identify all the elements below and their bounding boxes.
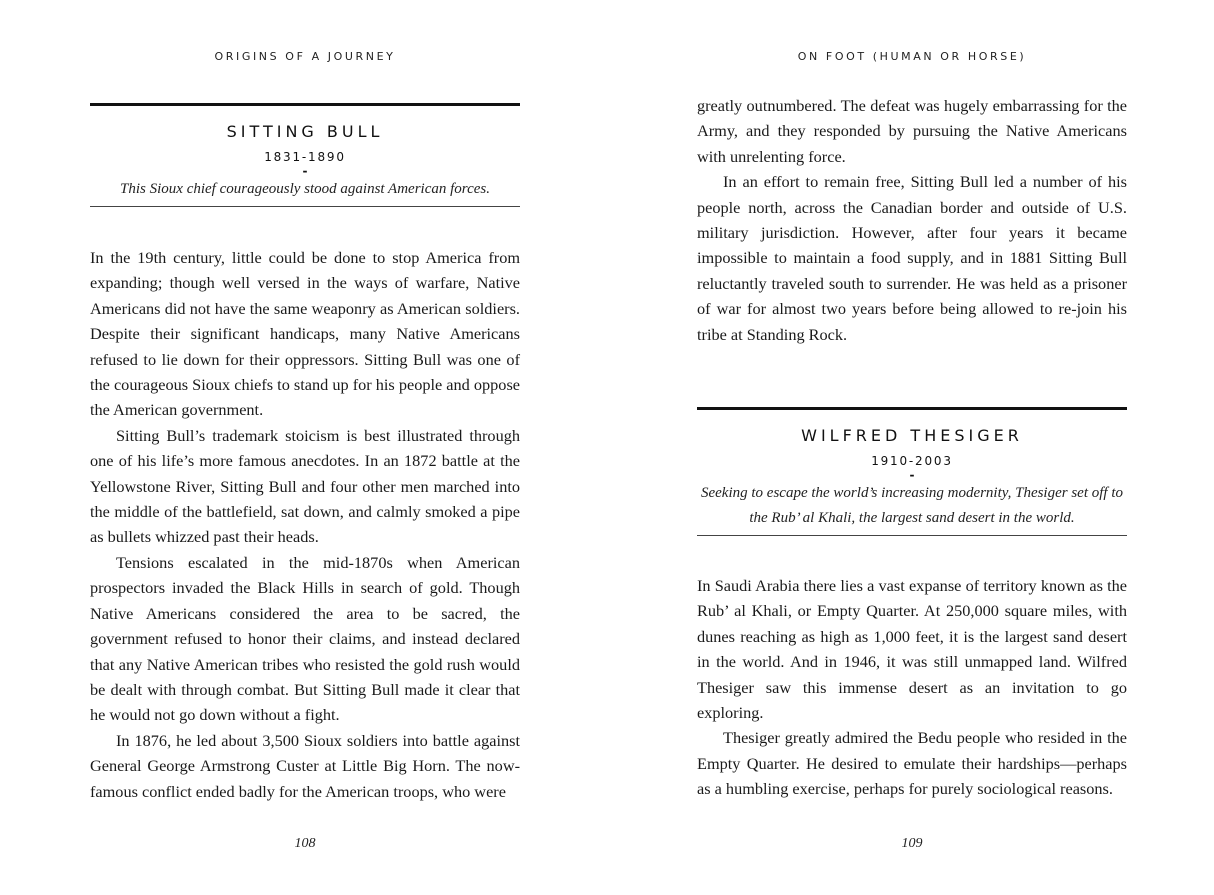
- paragraph: In the 19th century, little could be done to stop America from expanding; though well versed in the ways of warfare, Native Americans did not have the same weaponry as American soldiers. Despite their significant handicaps, many Native Americans refused to lie down for their oppressors. Sitting Bull was one of the courageous Sioux chiefs to stand up for his people and oppose the American government.: [90, 248, 521, 420]
- profile-header-wilfred-thesiger: [697, 407, 1127, 536]
- running-head: ON FOOT (HUMAN OR HORSE): [797, 50, 1027, 63]
- page-number: 108: [294, 836, 316, 851]
- profile-blurb: This Sioux chief courageously stood against American forces.: [120, 181, 490, 197]
- profile-header-sitting-bull: [90, 103, 520, 207]
- profile-blurb: Seeking to escape the world’s increasing modernity, Thesiger set off to the Rub’ al Khali, the largest sand desert in the world.: [700, 485, 1124, 526]
- profile-dash: -: [302, 164, 308, 178]
- profile-dates: 1831-1890: [264, 150, 346, 164]
- header-rule-thin: [697, 535, 1127, 536]
- header-rule-thick: [697, 407, 1127, 410]
- paragraph: Thesiger greatly admired the Bedu people who resided in the Empty Quarter. He desired to emulate their hardships—perhaps as a humbling exercise, perhaps for purely sociological reasons.: [697, 728, 1127, 799]
- paragraph: In an effort to remain free, Sitting Bull led a number of his people north, across the Canadian border and outside of U.S. military jurisdiction. However, after four years it became impossible to maintain a food supply, and in 1881 Sitting Bull reluctantly traveled south to surrender. He was held as a prisoner of war for almost two years before being allowed to re-join his tribe at Standing Rock.: [697, 172, 1127, 344]
- header-rule-thick: [90, 103, 520, 106]
- body-text-bottom: [697, 573, 1127, 802]
- paragraph: Tensions escalated in the mid-1870s when American prospectors invaded the Black Hills in search of gold. Though Native Americans considered the area to be sacred, the government refused to honor their claims, and instead declared that any Native American tribes who resisted the gold rush would be dealt with through combat. But Sitting Bull made it clear that he would not go down without a fight.: [90, 552, 520, 725]
- body-text-top: [697, 93, 1127, 347]
- profile-name: WILFRED THESIGER: [801, 426, 1023, 445]
- header-rule-thin: [90, 206, 520, 207]
- running-head: ORIGINS OF A JOURNEY: [214, 50, 396, 63]
- profile-dates: 1910-2003: [871, 454, 953, 468]
- left-page: [90, 0, 520, 895]
- body-text: [90, 245, 520, 804]
- paragraph: Sitting Bull’s trademark stoicism is best illustrated through one of his life’s more famous anecdotes. In an 1872 battle at the Yellowstone River, Sitting Bull and four other men marched into the middle of the battlefield, sat down, and calmly smoked a pipe as bullets whizzed past their heads.: [90, 425, 520, 547]
- paragraph: In 1876, he led about 3,500 Sioux soldiers into battle against General George Armstrong Custer at Little Big Horn. The now-famous conflict ended badly for the American troops, who were: [90, 730, 520, 801]
- paragraph: In Saudi Arabia there lies a vast expanse of territory known as the Rub’ al Khali, or Empty Quarter. At 250,000 square miles, with dunes reaching as high as 1,000 feet, it is the largest sand desert in the world. And in 1946, it was still unmapped land. Wilfred Thesiger saw this immense desert as an invitation to go exploring.: [697, 576, 1127, 723]
- paragraph: greatly outnumbered. The defeat was hugely embarrassing for the Army, and they responded by pursuing the Native Americans with unrelenting force.: [697, 96, 1127, 166]
- profile-dash: -: [909, 468, 915, 482]
- profile-name: SITTING BULL: [226, 122, 384, 141]
- page-number: 109: [901, 836, 923, 851]
- right-page: [697, 0, 1127, 895]
